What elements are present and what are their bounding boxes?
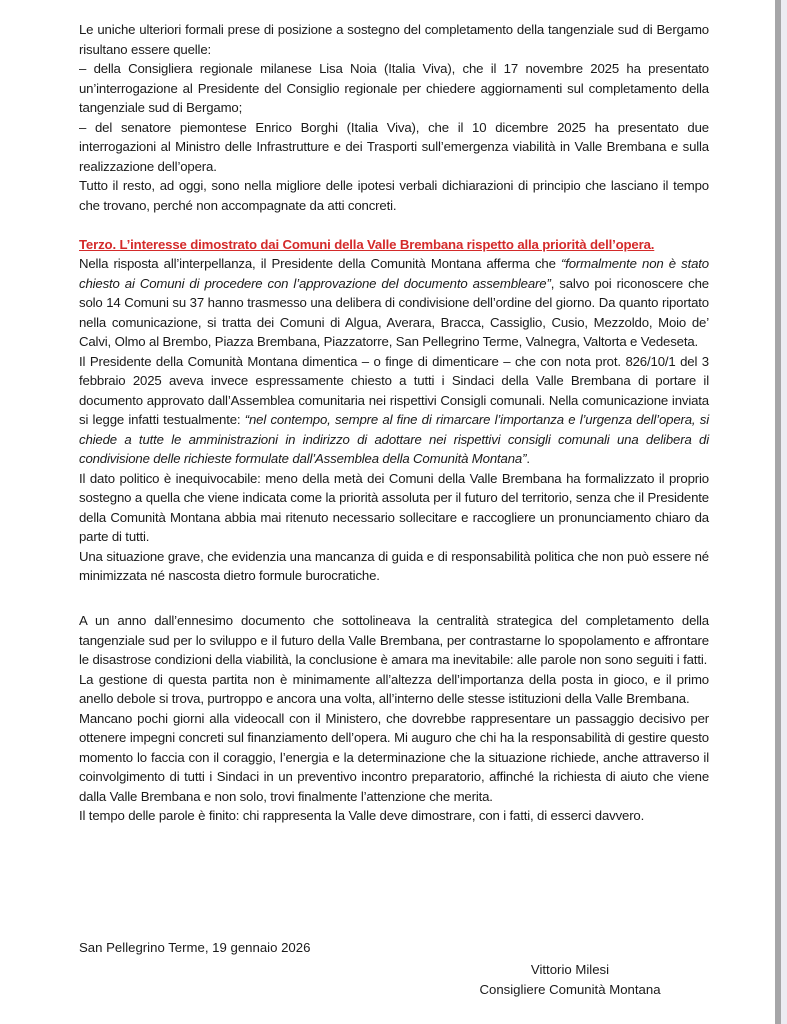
closing-block bbox=[79, 938, 709, 997]
paragraph-dato-politico: Il dato politico è inequivocabile: meno della metà dei Comuni della Valle Brembana ha formalizzato il proprio sostegno a quella che viene indicata come la priorità assoluta per il futuro del territorio, senza che il Presidente della Comunità Montana abbia mai ritenuto necessario sollecitare e raccogliere un pronunciamento chiaro da parte di tutti. bbox=[79, 470, 709, 544]
signer-name: Vittorio Milesi bbox=[530, 962, 610, 977]
document-body bbox=[79, 20, 709, 826]
paragraph-risposta bbox=[79, 254, 709, 352]
spacer bbox=[79, 215, 709, 235]
paragraph-gestione: La gestione di questa partita non è minimamente all’altezza dell’importanza della posta in gioco, e il primo anello debole si trova, purtroppo e ancora una volta, all’interno delle stesse istituzioni della Valle Brembana. bbox=[79, 671, 709, 706]
paragraph-resto: Tutto il resto, ad oggi, sono nella migliore delle ipotesi verbali dichiarazioni di principio che lasciano il tempo che trovano, perché non accompagnate da atti concreti. bbox=[79, 178, 709, 213]
list-item-lisa-noia: – della Consigliera regionale milanese Lisa Noia (Italia Viva), che il 17 novembre 2025 ha presentato un’interrogazione al Presidente del Consiglio regionale per chiedere aggiornamenti sul completamento della tangenziale sud di Bergamo; bbox=[79, 61, 709, 115]
spacer bbox=[79, 586, 709, 606]
text-segment: Il Presidente della Comunità Montana dimentica – o finge di dimenticare – che con nota prot. 826/10/1 del 3 febbraio 2025 aveva invece espressamente chiesto a tutti i Sindaci della Valle Brembana di portare il documento approvato dall’Assemblea comunitaria nei rispettivi Consigli comunali. Nella comunicazione inviata si legge infatti testualmente: bbox=[79, 353, 709, 427]
paragraph-situazione-grave: Una situazione grave, che evidenzia una mancanza di guida e di responsabilità politica che non può essere né minimizzata né nascosta dietro formule burocratiche. bbox=[79, 548, 709, 583]
paragraph-videocall: Mancano pochi giorni alla videocall con il Ministero, che dovrebbe rappresentare un passaggio decisivo per ottenere impegni concreti sul finanziamento dell’opera. Mi auguro che chi ha la responsabilità di gestire questo momento lo faccia con il coraggio, l’energia e la determinazione che la situazione richiede, anche attraverso il coinvolgimento di tutti i Sindaci in un preventivo incontro preparatorio, affinché la richiesta di aiuto che viene dalla Valle Brembana e non solo, trovi finalmente l’attenzione che merita. bbox=[79, 710, 709, 804]
text-segment: Nella risposta all’interpellanza, il Presidente della Comunità Montana afferma che bbox=[79, 256, 561, 271]
quote-text: “formalmente non è stato chiesto ai Comuni di procedere con l’approvazione del documento assembleare” bbox=[79, 256, 709, 291]
section-heading: Terzo. L’interesse dimostrato dai Comuni della Valle Brembana rispetto alla priorità dell’opera. bbox=[79, 236, 655, 252]
paragraph-intro: Le uniche ulteriori formali prese di posizione a sostegno del completamento della tangenziale sud di Bergamo risultano essere quelle: bbox=[79, 22, 709, 57]
paragraph-dimentica bbox=[79, 352, 709, 469]
background-edge bbox=[781, 0, 787, 1024]
text-segment: , salvo poi riconoscere che solo 14 Comuni su 37 hanno trasmesso una delibera di condivisione dell’ordine del giorno. Da quanto riportato nella comunicazione, si tratta dei Comuni di Algua, Averara, Bracca, Cassiglio, Cusio, Mezzoldo, Moio de’ Calvi, Olmo al Brembo, Piazza Brembana, Piazzatorre, San Pellegrino Terme, Valnegra, Valtorta e Vedeseta. bbox=[79, 275, 709, 349]
quote-text: “nel contempo, sempre al fine di rimarcare l’importanza e l’urgenza dell’opera, si chiede a tutte le amministrazioni in indirizzo di adottare nei rispettivi consigli comunali una delibera di condivisione delle richieste formulate dall’Assemblea della Comunità Montana” bbox=[79, 412, 709, 466]
paragraph-tempo-parole: Il tempo delle parole è finito: chi rappresenta la Valle deve dimostrare, con i fatti, di esserci davvero. bbox=[79, 808, 645, 823]
signature-block bbox=[465, 960, 675, 1000]
place-and-date: San Pellegrino Terme, 19 gennaio 2026 bbox=[79, 940, 311, 955]
signer-role: Consigliere Comunità Montana bbox=[479, 982, 661, 997]
text-segment: . bbox=[526, 451, 530, 466]
list-item-enrico-borghi: – del senatore piemontese Enrico Borghi (Italia Viva), che il 10 dicembre 2025 ha presentato due interrogazioni al Ministro delle Infrastrutture e dei Trasporti sull’emergenza viabilità in Valle Brembana e sulla realizzazione dell’opera. bbox=[79, 119, 709, 174]
paragraph-un-anno: A un anno dall’ennesimo documento che sottolineava la centralità strategica del completamento della tangenziale sud per lo sviluppo e il futuro della Valle Brembana, per contrastarne lo spopolamento e affrontare le disastrose condizioni della viabilità, la conclusione è amara ma inevitabile: alle parole non sono seguiti i fatti. bbox=[79, 613, 709, 667]
